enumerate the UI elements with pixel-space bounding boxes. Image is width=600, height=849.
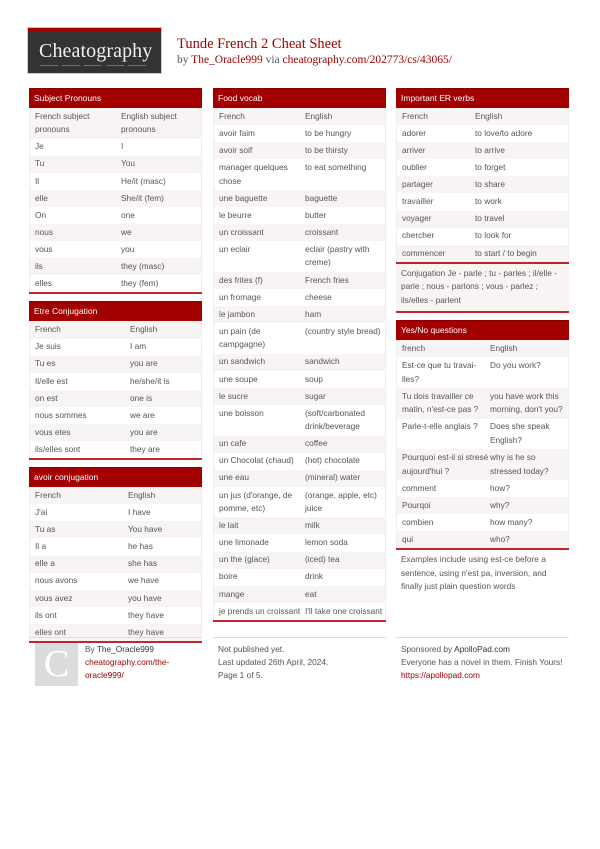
english-cell: I am [130, 341, 147, 352]
table-row [30, 521, 201, 538]
english-cell: how? [490, 482, 510, 493]
english-cell: (country style bread) [305, 325, 381, 336]
english-cell: sugar [305, 390, 326, 401]
english-cell: English subject pronouns [121, 110, 177, 135]
french-cell: une soupe [219, 373, 258, 384]
byline [177, 53, 452, 68]
english-cell: to forget [475, 162, 506, 173]
section-er-verbs [396, 88, 569, 313]
author-link[interactable]: The_Oracle999 [191, 54, 263, 66]
french-cell: Est-ce que tu travai-lles? [402, 360, 477, 384]
table-row [214, 470, 385, 487]
table-row [397, 125, 568, 142]
french-cell: le lait [219, 520, 239, 531]
french-cell: oublier [402, 162, 427, 173]
english-cell: to look for [475, 230, 512, 241]
table-row [214, 207, 385, 224]
french-cell: une limonade [219, 537, 269, 548]
english-cell: to travel [475, 213, 505, 224]
french-cell: nous sommes [35, 409, 87, 420]
french-cell: je prends un croissant [219, 605, 301, 616]
section-etre-conjugation [29, 301, 202, 460]
author-info [85, 643, 169, 682]
footer-divider [396, 637, 569, 638]
english-cell: why? [490, 499, 510, 510]
french-cell: qui [402, 533, 414, 544]
french-cell: Je [35, 141, 44, 152]
french-cell: French [219, 110, 245, 121]
french-cell: combien [402, 516, 434, 527]
french-cell: Il [35, 175, 40, 186]
section-avoir-conjugation [29, 467, 202, 643]
french-cell: vous avez [35, 592, 73, 603]
table-row [30, 538, 201, 555]
section-title: Food vocab [213, 88, 386, 108]
table-row [30, 258, 201, 275]
english-cell: why is he so stressed today? [490, 452, 549, 476]
english-cell: French fries [305, 274, 349, 285]
french-cell: arriver [402, 144, 426, 155]
table-row [30, 573, 201, 590]
footer-divider [213, 637, 386, 638]
english-cell: English [130, 324, 158, 335]
footer-divider [29, 637, 202, 638]
english-cell: English [305, 110, 333, 121]
column-1 [29, 88, 202, 650]
english-cell: English [490, 343, 518, 354]
french-cell: ils ont [35, 609, 57, 620]
table-row [30, 356, 201, 373]
english-cell: baguette [305, 192, 338, 203]
english-cell: to work [475, 196, 502, 207]
table-row [397, 514, 568, 531]
table-row [397, 193, 568, 210]
table-row [214, 241, 385, 272]
table-row [397, 142, 568, 159]
french-cell: elles ont [35, 626, 66, 637]
section-yes-no-questions [396, 320, 569, 597]
english-cell: we have [128, 575, 159, 586]
french-cell: comment [402, 482, 437, 493]
english-cell: we are [130, 409, 155, 420]
french-cell: un croissant [219, 226, 264, 237]
english-cell: to eat something [305, 162, 367, 173]
french-cell: elle [35, 192, 48, 203]
english-cell: (mineral) water [305, 472, 361, 483]
footer-author: The_Oracle999 [96, 644, 155, 654]
table-row [30, 590, 201, 607]
english-cell: they (fem) [121, 278, 159, 289]
logo-underline [40, 65, 148, 66]
section-title: Subject Pronouns [29, 88, 202, 108]
french-cell: le sucre [219, 390, 249, 401]
french-cell: Je suis [35, 341, 61, 352]
english-cell: he has [128, 541, 153, 552]
french-cell: avoir faim [219, 127, 255, 138]
english-cell: to be hungry [305, 127, 352, 138]
english-cell: English [128, 489, 156, 500]
table-header-row [397, 108, 568, 125]
french-cell: un Chocolat (chaud) [219, 455, 294, 466]
page-number: Page 1 of 5. [218, 670, 263, 680]
table-row [214, 603, 385, 620]
french-cell: French [35, 489, 61, 500]
table-row [397, 480, 568, 497]
section-subject-pronouns [29, 88, 202, 294]
table-row [30, 139, 201, 156]
french-cell: nous [35, 226, 53, 237]
sheet-url-link[interactable]: cheatography.com/202773/cs/43065/ [282, 54, 452, 66]
english-cell: they have [128, 609, 164, 620]
french-cell: Tu [35, 158, 45, 169]
table-header-row [397, 340, 568, 357]
table-row [214, 224, 385, 241]
sponsor-link[interactable]: https://apollopad.com [401, 670, 480, 680]
sponsor-info [401, 643, 566, 682]
french-cell: French subject pronouns [35, 110, 90, 135]
french-cell: Il a [35, 541, 47, 552]
section-rows [396, 340, 569, 548]
english-cell: milk [305, 520, 320, 531]
table-row [214, 388, 385, 405]
table-row [30, 224, 201, 241]
french-cell: un eclair [219, 243, 251, 254]
french-cell: J'ai [35, 507, 48, 518]
english-cell: you are [130, 426, 158, 437]
french-cell: adorer [402, 127, 426, 138]
french-cell: Tu es [35, 358, 56, 369]
english-cell: English [475, 110, 503, 121]
publish-info [218, 643, 328, 682]
table-row [30, 207, 201, 224]
french-cell: des frites (f) [219, 274, 263, 285]
english-cell: how many? [490, 516, 533, 527]
english-cell: he/she/it is [130, 375, 170, 386]
french-cell: french [402, 343, 426, 354]
by-prefix: By [85, 644, 95, 654]
french-cell: boire [219, 571, 238, 582]
avatar-letter: C [43, 643, 70, 685]
english-cell: Does she speak English? [490, 421, 550, 445]
english-cell: eat [305, 588, 317, 599]
table-row [30, 173, 201, 190]
sponsored-prefix: Sponsored by [401, 644, 453, 654]
sponsor-text: Everyone has a novel in them. Finish Yours! [401, 657, 563, 667]
table-row [30, 607, 201, 624]
french-cell: elles [35, 278, 53, 289]
logo-text: Cheatography [39, 40, 153, 62]
author-profile-link-1[interactable]: cheatography.com/the- [85, 657, 170, 667]
table-row [30, 241, 201, 258]
french-cell: ils/elles sont [35, 443, 81, 454]
table-row [397, 245, 568, 262]
section-divider [29, 292, 202, 294]
english-cell: they have [128, 626, 164, 637]
table-row [214, 354, 385, 371]
english-cell: they are [130, 443, 160, 454]
english-cell: I have [128, 507, 151, 518]
section-note: Examples include using est-ce before a sentence, using n'est pa, inversion, and finally just plain question words [396, 550, 569, 598]
author-avatar [35, 643, 78, 686]
table-row [397, 176, 568, 193]
english-cell: drink [305, 571, 323, 582]
table-row [214, 487, 385, 518]
french-cell: partager [402, 179, 433, 190]
table-row [30, 156, 201, 173]
english-cell: croissant [305, 226, 339, 237]
section-rows [29, 108, 202, 292]
english-cell: Do you work? [490, 360, 541, 371]
english-cell: one is [130, 392, 153, 403]
english-cell: to love/to adore [475, 127, 533, 138]
section-title: Etre Conjugation [29, 301, 202, 321]
french-cell: manager quelques chose [219, 162, 288, 186]
by-prefix: by [177, 54, 189, 66]
english-cell: (hot) chocolate [305, 455, 360, 466]
english-cell: you are [130, 358, 158, 369]
table-header-row [214, 108, 385, 125]
author-profile-link-2[interactable]: oracle999/ [85, 670, 124, 680]
english-cell: ham [305, 308, 322, 319]
french-cell: elle a [35, 558, 55, 569]
table-row [397, 497, 568, 514]
table-row [30, 190, 201, 207]
english-cell: to arrive [475, 144, 505, 155]
french-cell: un the (glace) [219, 554, 270, 565]
table-row [397, 531, 568, 548]
table-row [214, 371, 385, 388]
column-2 [213, 88, 386, 629]
english-cell: I [121, 141, 124, 152]
french-cell: Tu dois travailler ce matin, n'est-ce pas ? [402, 390, 479, 415]
english-cell: to share [475, 179, 505, 190]
last-updated: Last updated 26th April, 2024. [218, 657, 329, 667]
table-row [214, 552, 385, 569]
table-row [214, 306, 385, 323]
french-cell: le beurre [219, 209, 252, 220]
english-cell: they (masc) [121, 261, 165, 272]
french-cell: French [402, 110, 428, 121]
table-row [214, 405, 385, 436]
section-divider [213, 620, 386, 622]
french-cell: On [35, 209, 47, 220]
section-rows [213, 108, 386, 620]
english-cell: you have work this morning, don't you? [490, 390, 563, 415]
table-row [30, 390, 201, 407]
section-food-vocab [213, 88, 386, 622]
page-title: Tunde French 2 Cheat Sheet [177, 36, 342, 52]
table-row [397, 211, 568, 228]
title-block [177, 36, 452, 68]
table-row [214, 517, 385, 534]
table-row [214, 159, 385, 190]
table-row [30, 275, 201, 292]
french-cell: mange [219, 588, 245, 599]
english-cell: cheese [305, 291, 332, 302]
section-rows [29, 321, 202, 458]
table-row [30, 441, 201, 458]
table-row [397, 357, 568, 388]
french-cell: Pourquoi est-il si stresé aujourd'hui ? [402, 452, 489, 476]
section-rows [396, 108, 569, 262]
table-row [214, 289, 385, 306]
french-cell: Il/elle est [35, 375, 68, 386]
table-header-row [30, 487, 201, 504]
column-3 [396, 88, 569, 605]
french-cell: avoir soif [219, 144, 253, 155]
table-header-row [30, 321, 201, 338]
english-cell: I'll take one croissant [305, 605, 383, 616]
table-row [214, 586, 385, 603]
english-cell: lemon soda [305, 537, 348, 548]
table-row [397, 228, 568, 245]
french-cell: ils [35, 261, 43, 272]
english-cell: (orange, apple, etc) juice [305, 489, 377, 514]
table-row [214, 125, 385, 142]
table-row [30, 424, 201, 441]
french-cell: le jambon [219, 308, 255, 319]
english-cell: to start / to begin [475, 247, 537, 258]
english-cell: soup [305, 373, 323, 384]
english-cell: You have [128, 524, 163, 535]
table-row [214, 272, 385, 289]
via-text: via [265, 54, 280, 66]
table-row [214, 569, 385, 586]
english-cell: (soft/carbonated drink/beverage [305, 407, 365, 432]
english-cell: you have [128, 592, 162, 603]
section-rows [29, 487, 202, 641]
table-row [214, 142, 385, 159]
english-cell: butter [305, 209, 327, 220]
english-cell: He/it (masc) [121, 175, 166, 186]
english-cell: we [121, 226, 132, 237]
table-row [397, 419, 568, 450]
table-row [30, 407, 201, 424]
english-cell: coffee [305, 438, 328, 449]
table-row [397, 388, 568, 419]
english-cell: who? [490, 533, 510, 544]
table-row [214, 436, 385, 453]
english-cell: one [121, 209, 135, 220]
section-title: Yes/No questions [396, 320, 569, 340]
french-cell: voyager [402, 213, 432, 224]
french-cell: une boisson [219, 407, 264, 418]
french-cell: une baguette [219, 192, 268, 203]
section-divider [29, 458, 202, 460]
table-row [397, 159, 568, 176]
french-cell: une eau [219, 472, 249, 483]
table-row [30, 504, 201, 521]
french-cell: un jus (d'orange, de pomme, etc) [219, 489, 293, 514]
french-cell: French [35, 324, 61, 335]
table-row [30, 339, 201, 356]
french-cell: on est [35, 392, 58, 403]
french-cell: Parle-t-elle anglais ? [402, 421, 478, 432]
french-cell: nous avons [35, 575, 78, 586]
table-row [214, 323, 385, 354]
table-row [397, 449, 568, 480]
french-cell: commencer [402, 247, 446, 258]
english-cell: She/it (fem) [121, 192, 164, 203]
table-row [30, 624, 201, 641]
sponsor-name: ApolloPad.com [454, 644, 510, 654]
section-divider [396, 311, 569, 313]
french-cell: travailler [402, 196, 434, 207]
cheatography-logo[interactable] [28, 28, 161, 73]
section-note: Conjugation Je - parle ; tu - parles ; il/elle - parle ; nous - parlons ; vous - parlez ; ils/elles - parlent [396, 264, 569, 312]
english-cell: sandwich [305, 356, 340, 367]
french-cell: un cafe [219, 438, 247, 449]
french-cell: un fromage [219, 291, 261, 302]
table-row [214, 190, 385, 207]
table-row [30, 556, 201, 573]
table-row [214, 453, 385, 470]
french-cell: un pain (de campgagne) [219, 325, 266, 350]
english-cell: You [121, 158, 136, 169]
english-cell: to be thirsty [305, 144, 348, 155]
table-header-row [30, 108, 201, 139]
table-row [214, 534, 385, 551]
published-status: Not published yet. [218, 644, 285, 654]
english-cell: (iced) tea [305, 554, 340, 565]
french-cell: un sandwich [219, 356, 266, 367]
french-cell: chercher [402, 230, 435, 241]
english-cell: you [121, 243, 135, 254]
table-row [30, 373, 201, 390]
english-cell: she has [128, 558, 158, 569]
french-cell: vous [35, 243, 53, 254]
french-cell: vous etes [35, 426, 71, 437]
english-cell: eclair (pastry with creme) [305, 243, 370, 268]
section-title: avoir conjugation [29, 467, 202, 487]
section-title: Important ER verbs [396, 88, 569, 108]
french-cell: Pourqoi [402, 499, 431, 510]
french-cell: Tu as [35, 524, 56, 535]
